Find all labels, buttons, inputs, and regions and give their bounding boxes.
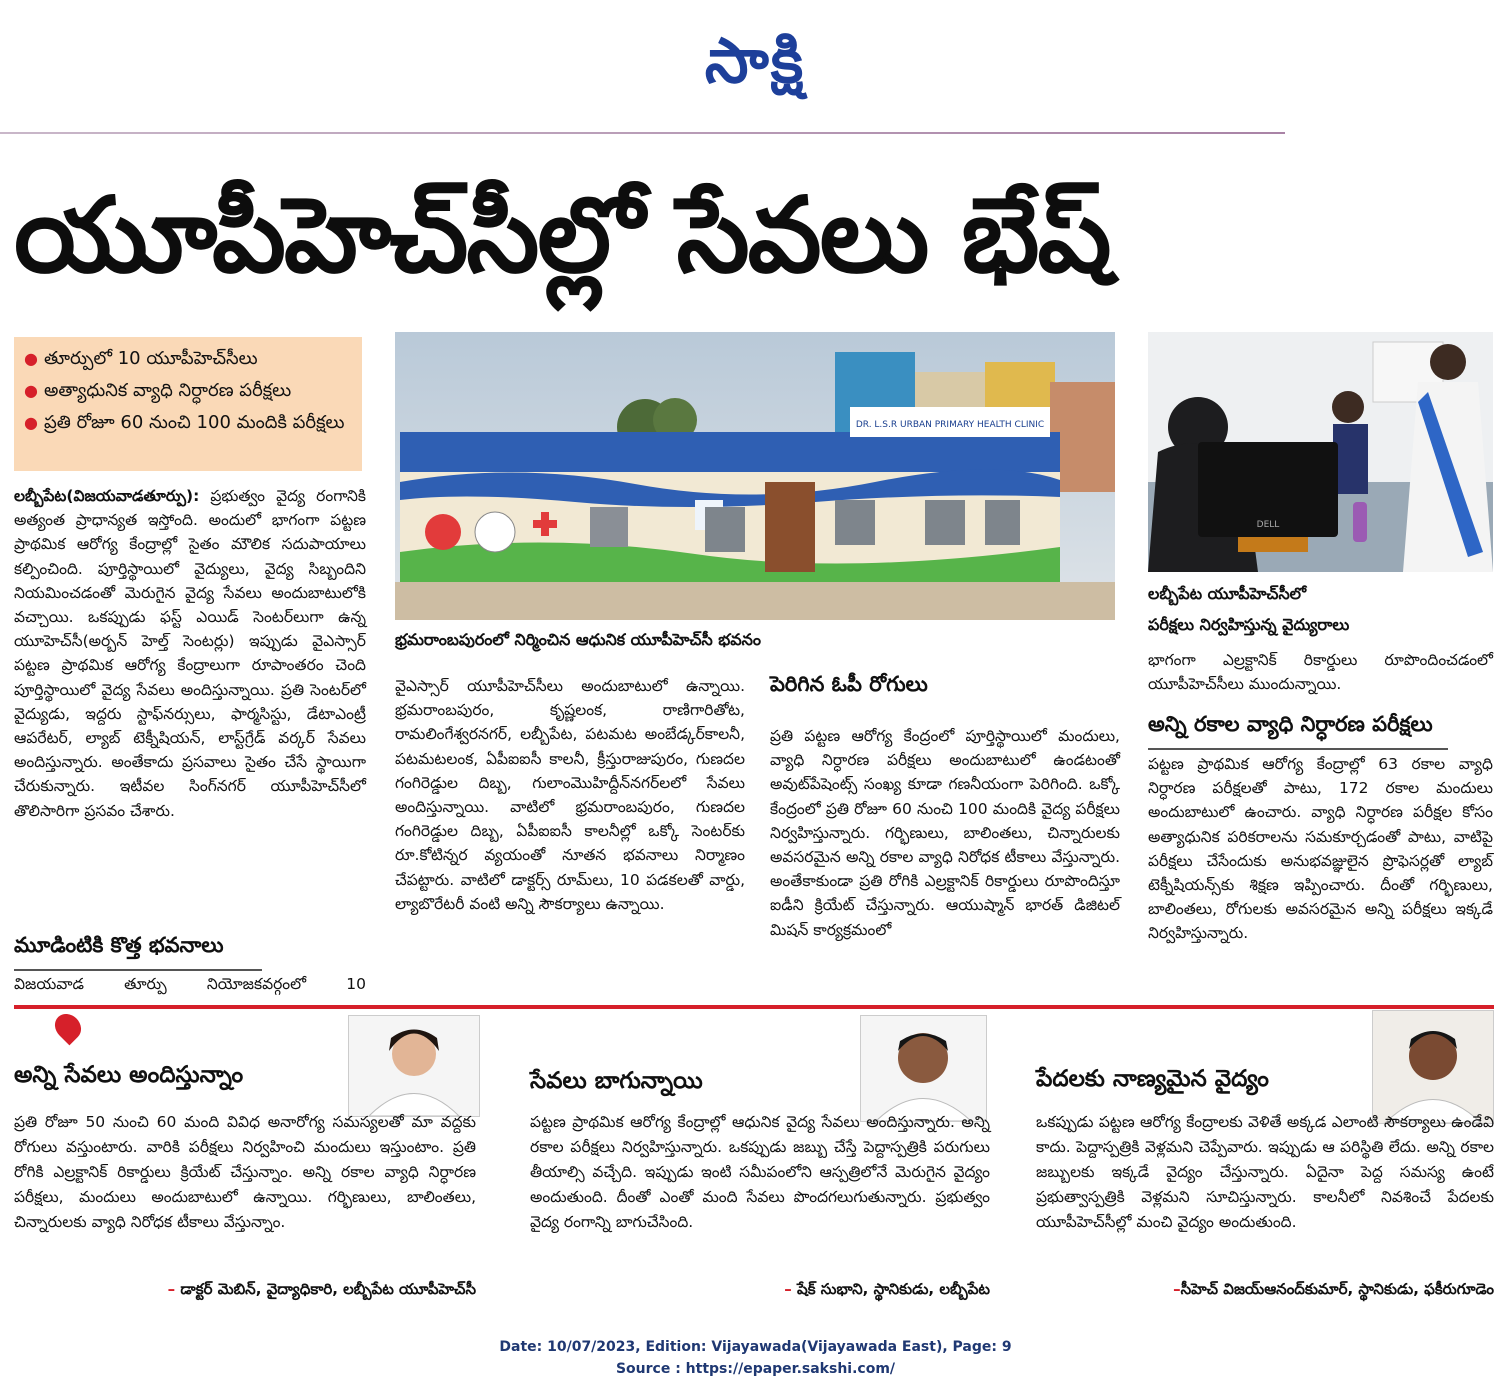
quote-title: సేవలు బాగున్నాయి	[530, 1068, 703, 1094]
dateline: లబ్బీపేట(విజయవాడతూర్పు):	[14, 487, 200, 505]
quote-text: పట్టణ ప్రాథమిక ఆరోగ్య కేంద్రాల్లో ఆధునిక వైద్య సేవలు అందిస్తున్నారు. అన్ని రకాల పరీక్షలు నిర్వహిస్తున్నారు. ఒకప్పుడు జబ్బు చేస్తే పెద్దాస్పత్రికి పరుగులు తీయాల్సి వచ్చేది. ఇప్పుడు ఇంటి సమీపంలోని ఆస్పత్రిలోనే మెరుగైన వైద్యం అందుతుంది. దీంతో ఎంతో మంది సేవలు పొందగలుగుతున్నారు. ప్రభుత్వం వైద్య రంగాన్ని బాగుచేసింది.	[530, 1113, 990, 1231]
article-tail: విజయవాడ తూర్పు నియోజకవర్గంలో 10	[14, 975, 366, 993]
building-photo-caption: భ్రమరాంబపురంలో నిర్మించిన ఆధునిక యూపీహెచ్‌సీ భవనం	[395, 630, 762, 649]
monitor-brand: DELL	[1256, 520, 1280, 530]
body-text: వైఎస్సార్‌ యూపీహెచ్‌సీలు అందుబాటులో ఉన్నాయి. భ్రమరాంబపురం, కృష్ణలంక, రాణిగారితోట, రామలింగేశ్వరనగర్‌, లబ్బీపేట, పటమట అంబేడ్కర్‌కాలనీ, పటమటలంక, ఏపీఐఐసీ కాలనీ, క్రీస్తురాజుపురం, గుణదల గంగిరెడ్డుల దిబ్బ, గులాంమొహిద్దీన్‌నగర్‌లలో సేవలు అందిస్తున్నాయి. వాటిలో భ్రమరాంబపురం, గుణదల గంగిరెడ్డుల దిబ్బ, ఏపీఐఐసీ కాలనీల్లో ఒక్కో సెంటర్‌కు రూ.కోటిన్నర వ్యయంతో నూతన భవనాలు నిర్మాణం చేపట్టారు. వాటిలో డాక్టర్స్‌ రూమ్‌లు, 10 పడకలతో వార్డు, ల్యాబొరేటరీ వంటి అన్ని సౌకర్యాలు ఉన్నాయి.	[395, 677, 745, 913]
page-footer	[0, 1336, 1511, 1380]
building-signboard: DR. L.S.R URBAN PRIMARY HEALTH CLINIC	[855, 420, 1045, 430]
body-text: ప్రభుత్వం వైద్య రంగానికి అత్యంత ప్రాధాన్యత ఇస్తోంది. అందులో భాగంగా పట్టణ ప్రాథమిక ఆరోగ్య కేంద్రాల్లో సైతం మౌలిక సదుపాయాలు కల్పించింది. పూర్తిస్థాయిలో వైద్యులు, వైద్య సిబ్బందిని నియమించడంతో మెరుగైన వైద్య సేవలు అందుబాటులోకి వచ్చాయి. ఒకప్పుడు ఫస్ట్‌ ఎయిడ్‌ సెంటర్‌లుగా ఉన్న యూహెచ్‌సీ(అర్బన్‌ హెల్త్‌ సెంటర్లు) ఇప్పుడు వైఎస్సార్‌ పట్టణ ప్రాథమిక ఆరోగ్య కేంద్రాలుగా రూపాంతరం చెంది పూర్తిస్థాయిలో వైద్య సేవలు అందిస్తున్నాయి. ప్రతి సెంటర్‌లో వైద్యుడు, ఇద్దరు స్టాఫ్‌నర్సులు, ఫార్మసిస్టు, డేటాఎంట్రీ ఆపరేటర్‌, ల్యాబ్‌ టెక్నీషియన్‌, లాస్ట్‌గ్రేడ్‌ వర్కర్‌ సేవలు అందిస్తున్నారు. అంతేకాదు ప్రసవాలు సైతం చేసే స్థాయిగా చేరుకున్నారు. ఇటీవల సింగ్‌నగర్‌ యూపీహెచ్‌సీలో తొలిసారిగా ప్రసవం చేశారు.	[14, 487, 366, 820]
sakshi-logo: సాక్షి	[704, 24, 806, 97]
highlight-item: ● తూర్పులో 10 యూపీహెచ్‌సీలు	[24, 343, 352, 375]
quotes-divider	[14, 1005, 1494, 1009]
highlights-box	[14, 337, 362, 471]
quote-text: ఒకప్పుడు పట్టణ ఆరోగ్య కేంద్రాలకు వెళితే అక్కడ ఎలాంటి సౌకర్యాలు ఉండేవి కాదు. పెద్దాస్పత్రికి వెళ్లమని చెప్పేవారు. ఇప్పుడు ఆ పరిస్థితి లేదు. అన్ని రకాల జబ్బులకు ఇక్కడే వైద్యం చేస్తున్నారు. ఏదైనా పెద్ద సమస్య ఉంటే ప్రభుత్వాస్పత్రికి వెళ్లమని సూచిస్తున్నారు. కాలనీలో నివశించే పేదలకు యూపీహెచ్‌సీల్లో మంచి వైద్యం అందుతుంది.	[1036, 1113, 1494, 1231]
quote-title: అన్ని సేవలు అందిస్తున్నాం	[14, 1062, 244, 1088]
article-column-3	[770, 724, 1120, 942]
body-text: ప్రతి పట్టణ ఆరోగ్య కేంద్రంలో పూర్తిస్థాయిలో మందులు, వ్యాధి నిర్ధారణ పరీక్షలు అందుబాటులో ఉండటంతో అవుట్‌పేషెంట్స్‌ సంఖ్య కూడా గణనీయంగా పెరిగింది. ఒక్కో కేంద్రంలో ప్రతి రోజూ 60 నుంచి 100 మందికి వైద్య పరీక్షలు నిర్వహిస్తున్నారు. గర్భిణులు, బాలింతలు, చిన్నారులకు అవసరమైన అన్ని రకాల వ్యాధి నిరోధక టీకాలు వేస్తున్నారు. అంతేకాకుండా ప్రతి రోగికి ఎల్రక్టానిక్‌ రికార్డులు రూపొందిస్తూ ఐడీని క్రియేట్‌ చేస్తున్నారు. ఆయుష్మాన్‌ భారత్‌ డిజిటల్‌ మిషన్‌ కార్యక్రమంలో	[770, 727, 1120, 939]
sakshi-drop-icon	[50, 1009, 87, 1046]
subhead-new-buildings: మూడింటికి కొత్త భవనాలు	[14, 933, 262, 971]
quote-signature: –సీహెచ్‌ విజయ్‌ఆనంద్‌కుమార్‌, స్థానికుడు, ఫకీరుగూడెం	[1173, 1280, 1494, 1298]
caption-line: పరీక్షలు నిర్వహిస్తున్న వైద్యురాలు	[1148, 615, 1350, 634]
body-text: భాగంగా ఎల్రక్టానిక్‌ రికార్డులు రూపొందించడంలో యూపీహెచ్‌సీలు ముందున్నాయి.	[1148, 651, 1493, 694]
subhead-diagnostic-tests: అన్ని రకాల వ్యాధి నిర్ధారణ పరీక్షలు	[1148, 712, 1448, 750]
resident-portrait	[860, 1015, 987, 1122]
footer-source: Source : https://epaper.sakshi.com/	[615, 1361, 896, 1377]
article-column-1	[14, 484, 366, 823]
subhead-op-patients: పెరిగిన ఓపీ రోగులు	[770, 672, 928, 696]
doctor-photo-caption	[1148, 578, 1493, 640]
doctor-portrait	[348, 1015, 480, 1117]
article-column-4	[1148, 752, 1493, 946]
building-photo	[395, 332, 1115, 620]
highlight-item: ● ప్రతి రోజూ 60 నుంచి 100 మందికి పరీక్షలు	[24, 407, 352, 439]
article-column-2	[395, 674, 745, 916]
quote-signature: – షేక్‌ సుభాని, స్థానికుడు, లబ్బీపేట	[784, 1280, 990, 1298]
quote-text: ప్రతి రోజూ 50 నుంచి 60 మంది వివిధ అనారోగ్య సమస్యలతో మా వద్దకు రోగులు వస్తుంటారు. వారికి పరీక్షలు నిర్వహించి మందులు ఇస్తుంటాం. ప్రతి రోగికి ఎల్రక్టానిక్‌ రికార్డులు క్రియేట్‌ చేస్తున్నాం. అన్ని రకాల వ్యాధి నిర్ధారణ పరీక్షలు, మందులు అందుబాటులో ఉన్నాయి. గర్భిణులు, బాలింతలు, చిన్నారులకు వ్యాధి నిరోధక టీకాలు వేస్తున్నాం.	[14, 1113, 476, 1231]
highlight-item: ● అత్యాధునిక వ్యాధి నిర్ధారణ పరీక్షలు	[24, 375, 352, 407]
resident-portrait	[1372, 1010, 1494, 1124]
doctor-photo	[1148, 332, 1493, 572]
masthead-divider	[0, 132, 1285, 134]
building-illustration	[395, 332, 1115, 620]
quote-title: పేదలకు నాణ్యమైన వైద్యం	[1036, 1066, 1269, 1092]
headline: యూపీహెచ్‌సీల్లో సేవలు భేష్‌	[14, 174, 1110, 296]
article-column-4-lead	[1148, 648, 1493, 696]
footer-date-edition: Date: 10/07/2023, Edition: Vijayawada(Vijayawada East), Page: 9	[499, 1339, 1012, 1355]
caption-line: లబ్బీపేట యూపీహెచ్‌సీలో	[1148, 584, 1307, 603]
body-text: పట్టణ ప్రాథమిక ఆరోగ్య కేంద్రాల్లో 63 రకాల వ్యాధి నిర్ధారణ పరీక్షలతో పాటు, 172 రకాల మందులు అందుబాటులో ఉంచారు. వ్యాధి నిర్ధారణ పరీక్షల కోసం అత్యాధునిక పరికరాలను సమకూర్చడంతో పాటు, వాటిపై పరీక్షలు చేసేందుకు అనుభవజ్ఞులైన ప్రొఫెసర్లతో ల్యాబ్‌ టెక్నీషియన్స్‌కు శిక్షణ ఇప్పించారు. దీంతో గర్భిణులు, బాలింతలు, రోగులకు అవసరమైన అన్ని పరీక్షలు ఇక్కడే నిర్వహిస్తున్నారు.	[1148, 755, 1493, 943]
article-body	[14, 484, 366, 823]
doctor-illustration	[1148, 332, 1493, 572]
quote-signature: – డాక్టర్‌ మెబిన్‌, వైద్యాధికారి, లబ్బీపేట యూపీహెచ్‌సీ	[167, 1280, 476, 1298]
